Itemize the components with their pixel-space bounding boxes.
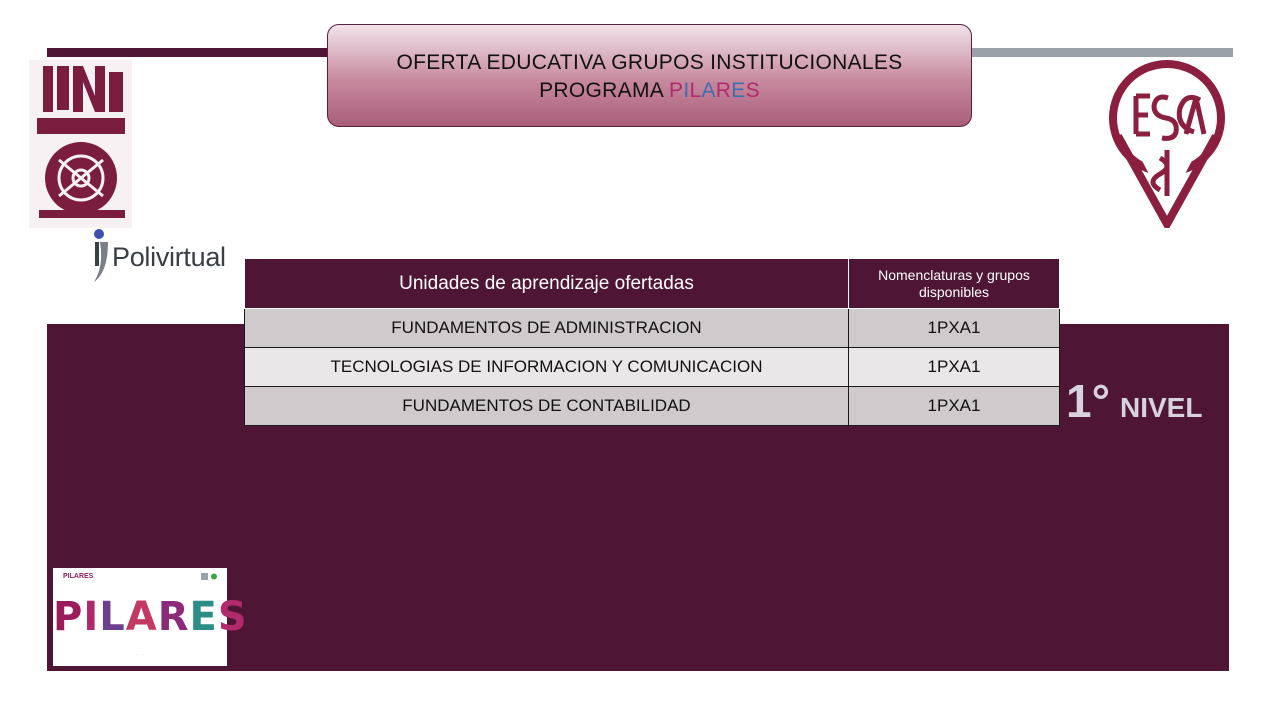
table-row xyxy=(245,348,1060,387)
table-row xyxy=(245,387,1060,426)
table-header-row xyxy=(245,259,1060,309)
brand-letter-6: S xyxy=(745,79,760,102)
pilares-letter-5: E xyxy=(189,594,218,640)
pilares-footnote: · · · · · · xyxy=(133,652,147,657)
pilares-card xyxy=(53,568,248,666)
pilares-brand-word xyxy=(669,79,760,102)
row-unit: FUNDAMENTOS DE ADMINISTRACION xyxy=(245,309,849,348)
header-bar-right xyxy=(972,48,1233,57)
title-line-1: OFERTA EDUCATIVA GRUPOS INSTITUCIONALES xyxy=(396,51,903,74)
brand-letter-4: R xyxy=(715,79,732,102)
pilares-letter-2: L xyxy=(99,594,126,640)
title-line-2 xyxy=(328,77,971,105)
brand-letter-3: A xyxy=(701,79,716,102)
pilares-letter-1: I xyxy=(83,594,100,640)
brand-letter-0: P xyxy=(669,79,684,102)
header-units: Unidades de aprendizaje ofertadas xyxy=(245,259,849,309)
ipn-logo-icon xyxy=(29,60,132,228)
pilares-small-label: PILARES xyxy=(63,573,94,580)
level-word: NIVEL xyxy=(1119,392,1203,423)
pilares-letter-0: P xyxy=(53,594,84,640)
header-bar-left xyxy=(47,48,329,57)
level-label xyxy=(1066,374,1202,428)
title-prefix: PROGRAMA xyxy=(539,79,663,102)
row-group: 1PXA1 xyxy=(849,309,1060,348)
offer-table xyxy=(244,258,1060,426)
row-group: 1PXA1 xyxy=(849,387,1060,426)
brand-letter-1: I xyxy=(683,79,690,102)
pilares-letter-3: A xyxy=(125,594,158,640)
row-group: 1PXA1 xyxy=(849,348,1060,387)
row-unit: TECNOLOGIAS DE INFORMACION Y COMUNICACION xyxy=(245,348,849,387)
title-box xyxy=(327,24,972,127)
pilares-letter-4: R xyxy=(157,594,190,640)
level-number: 1° xyxy=(1066,375,1110,427)
header-groups: Nomenclaturas y grupos disponibles xyxy=(849,259,1060,309)
pilares-big-wordmark xyxy=(53,594,248,640)
pilares-letter-6: S xyxy=(217,594,248,640)
polivirtual-wordmark: Polivirtual xyxy=(112,242,226,272)
brand-letter-2: L xyxy=(689,79,702,102)
esca-logo-icon xyxy=(1104,58,1230,228)
government-emblem-icon xyxy=(201,573,219,580)
table-row xyxy=(245,309,1060,348)
brand-letter-5: E xyxy=(731,79,746,102)
row-unit: FUNDAMENTOS DE CONTABILIDAD xyxy=(245,387,849,426)
